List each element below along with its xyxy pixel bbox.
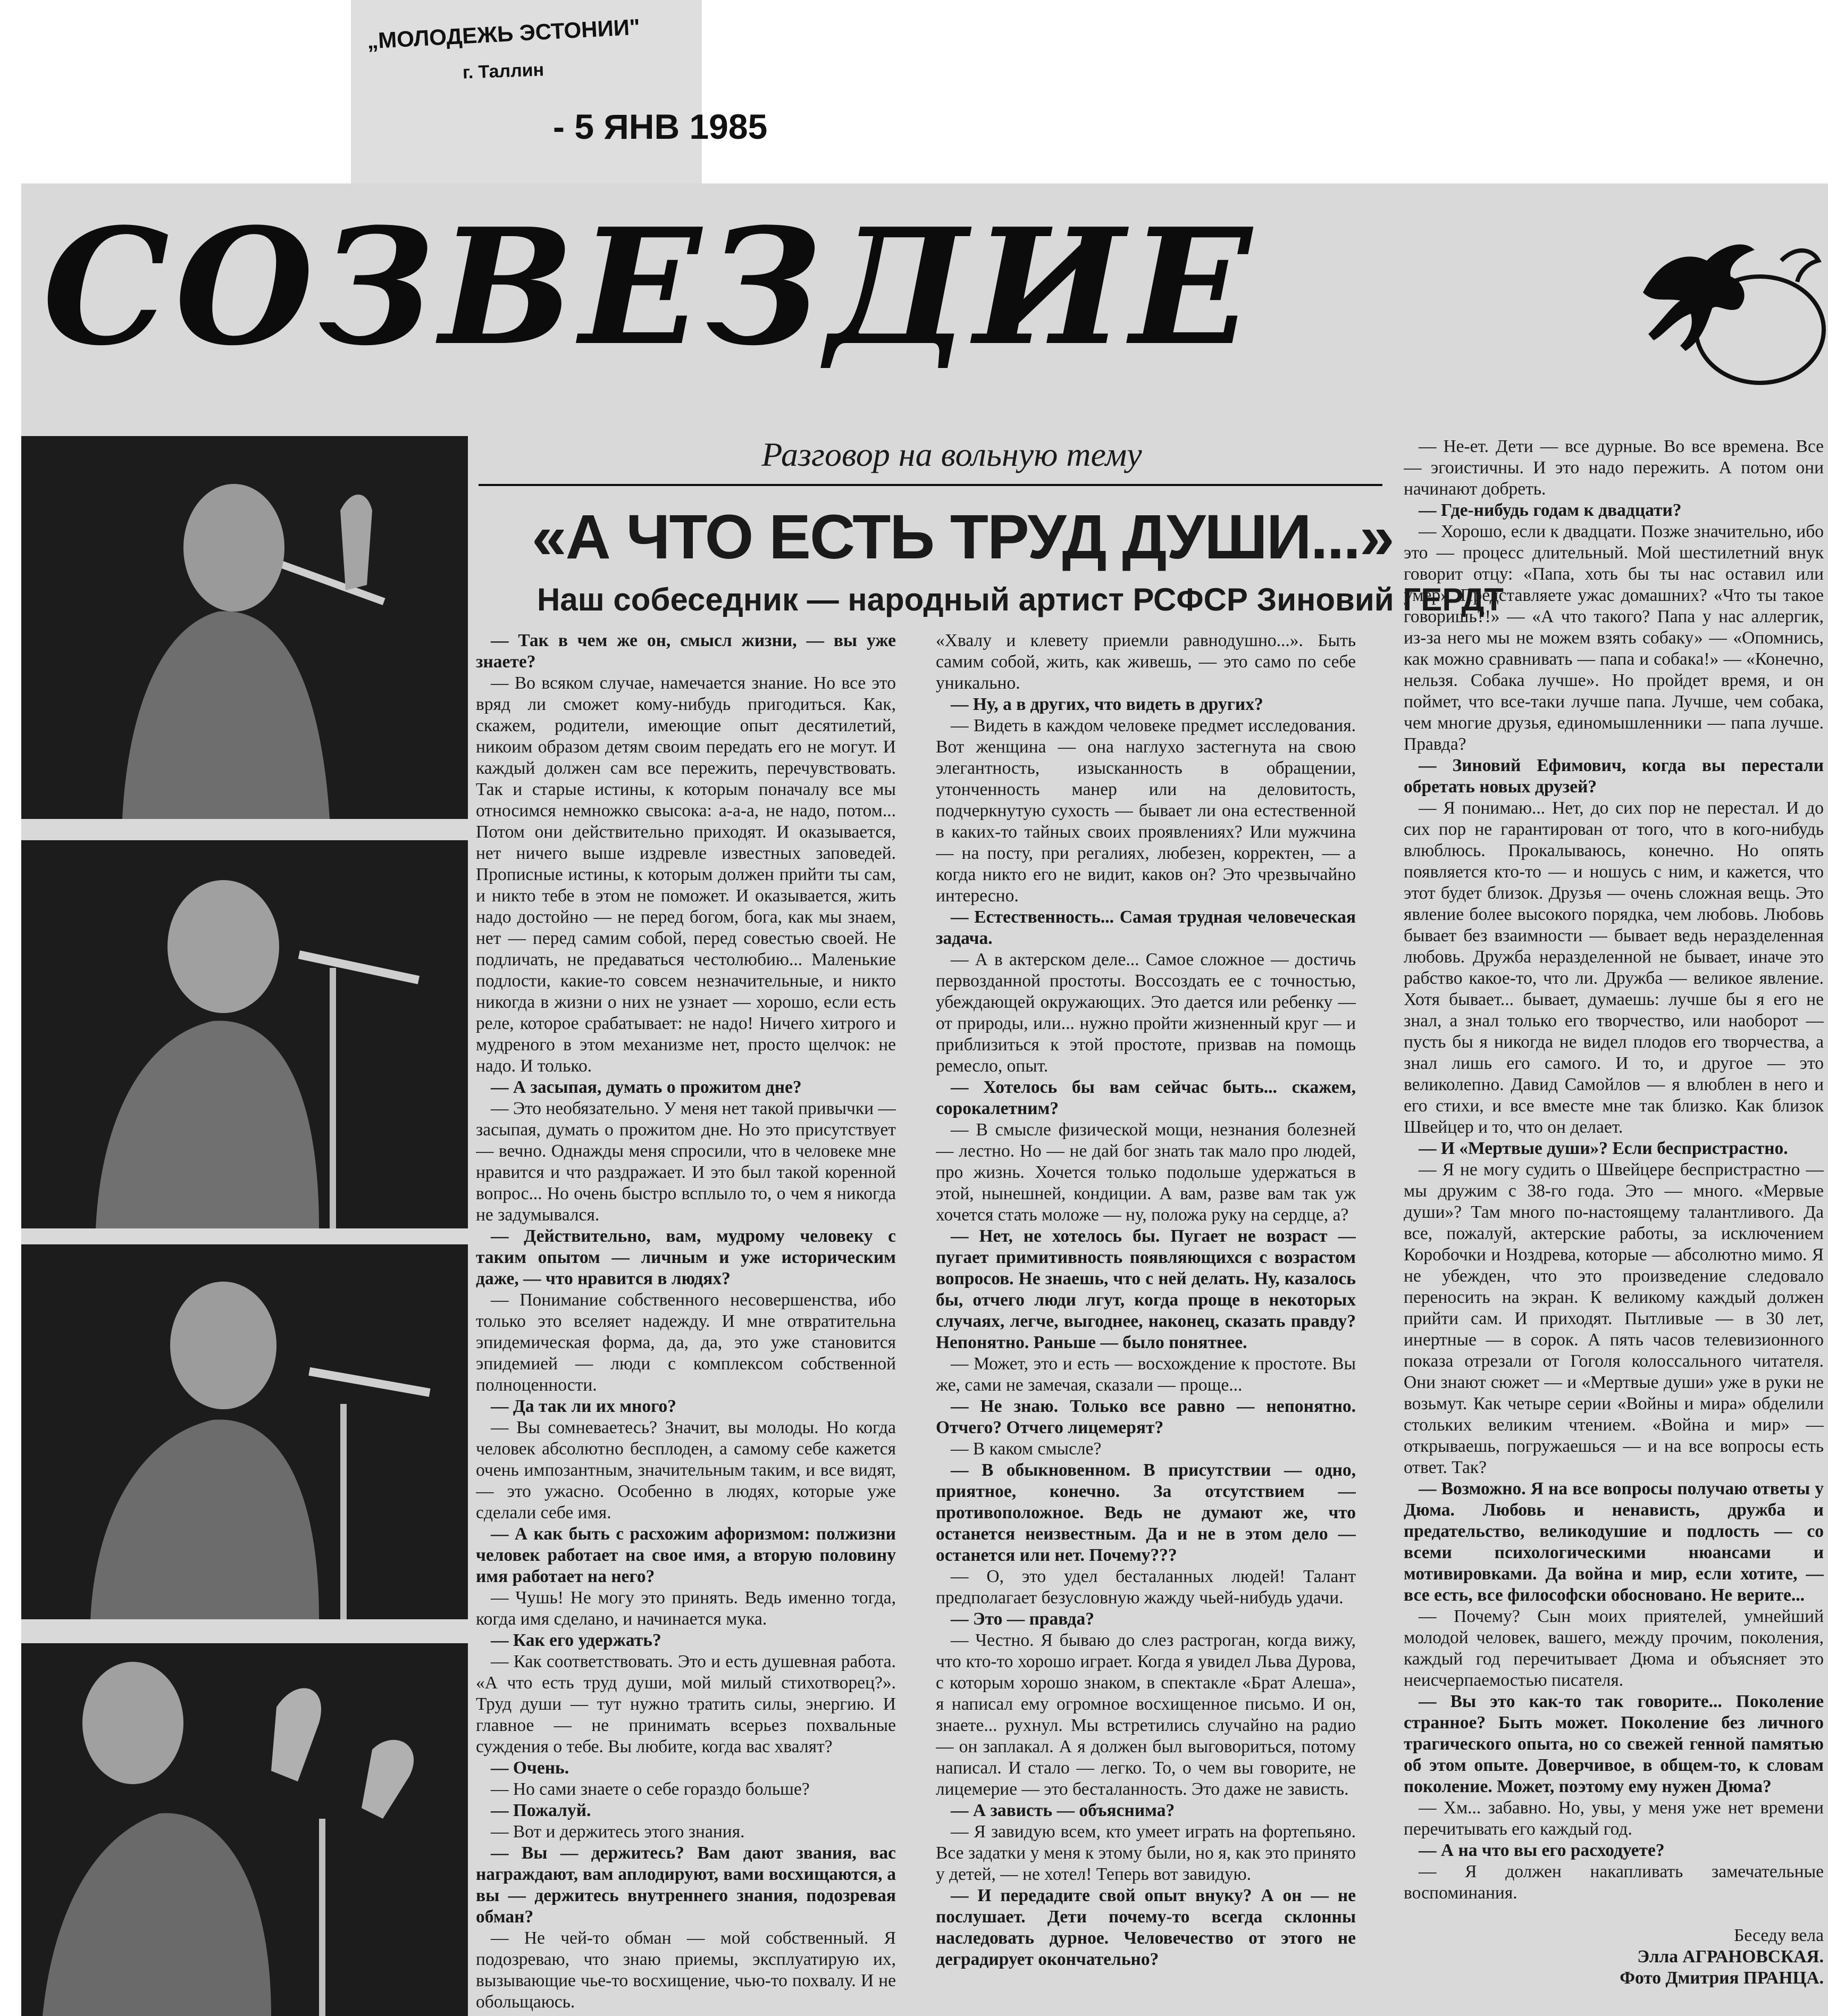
section-masthead: СОЗВЕЗДИЕ [43, 193, 1257, 381]
interview-answer: «Хвалу и клевету приемли равнодушно...». Быть самим собой, жить, как живешь, — это само по себе уникально. [936, 631, 1356, 693]
interviewer-question: — И «Мертвые души»? Если беспристрастно. [1419, 1139, 1788, 1158]
interviewer-question: — Естественность... Самая трудная человеческая задача. [936, 907, 1356, 948]
interviewer-question: — Где-нибудь годам к двадцати? [1419, 500, 1682, 520]
stamp-city: г. Таллин [462, 60, 544, 83]
article-headline: «А ЧТО ЕСТЬ ТРУД ДУШИ...» [532, 502, 1394, 572]
interviewer-question: — Так в чем же он, смысл жизни, — вы уже знаете? [476, 631, 896, 672]
interview-answer: — Хорошо, если к двадцати. Позже значительно, ибо это — процесс длительный. Мой шестилетний внук говорит отцу: «Папа, хоть бы ты нас оставил или умер». Представляете ужас домашних? «Что ты такое говоришь?!» — «А что такого? Папа у нас аллергик, из-за него мы не можем взять собаку» — «Опомнись, как можно сравнивать — папа и собака!» — «Конечно, нельзя. Собака лучше». Но пройдет время, и он поймет, что все-таки лучше папа. Лучше, чем собака, чем многие друзья, единомышленники — папа лучше. Правда? [1404, 522, 1824, 754]
stamp-date: - 5 ЯНВ 1985 [553, 107, 768, 146]
interview-answer: — Как соответствовать. Это и есть душевная работа. «А что есть труд души, мой милый стихотворец?». Труд души — тут нужно тратить силы, энергию. И главное — не принимать всерьез похвальные суждения о тебе. Вы любите, когда вас хвалят? [476, 1652, 896, 1756]
interview-answer: — Я понимаю... Нет, до сих пор не перестал. И до сих пор не гарантирован от того, что в кого-нибудь влюблюсь. Прокалываюсь, конечно. Но опять появляется кто-то — и ношусь с ним, и кажется, что этот будет близок. Друзья — очень сложная вещь. Это явление более высокого порядка, чем любовь. Любовь бывает без взаимности — бывает ведь неразделенная любовь. Дружба неразделенной не бывает, иначе это рабство какое-то, что ли. Дружба — великое явление. Хотя бывает... бывает, думаешь: лучше бы я его не знал, а знал только его творчество, или наоборот — пусть бы я никогда не видел плодов его творчества, а знал лишь его самого. И то, и другое — это великолепно. Давид Самойлов — я влюблен в него и его стихи, и все вместе мне так близко. Как близок Швейцер и то, что он делает. [1404, 798, 1824, 1137]
interview-answer: — Не-ет. Дети — все дурные. Во все времена. Все — эгоистичны. И это надо пережить. А потом они начинают добреть. [1404, 437, 1824, 499]
photo-gerdt-3 [21, 1244, 468, 1619]
pegasus-logo [1622, 213, 1828, 404]
interviewer-question: — Вы это как-то так говорите... Поколение странное? Быть может. Поколение без личного трагического опыта, но со свежей генной памятью об этом опыте. Доверчивое, в общем-то, к словам поколение. Может, поэтому ему нужен Дюма? [1404, 1692, 1824, 1796]
interview-answer: — Видеть в каждом человеке предмет исследования. Вот женщина — она наглухо застегнута на свою элегантность, изысканность в обращении, утонченность манер или на деловитость, подчеркнутую сухость — бывает ли она естественной в каких-то тайных своих проявлениях? Или мужчина — на посту, при регалиях, любезен, корректен, — а когда никто его не видит, каков он? Это чрезвычайно интересно. [936, 716, 1356, 906]
interview-answer: — Хм... забавно. Но, увы, у меня уже нет времени перечитывать его каждый год. [1404, 1798, 1824, 1839]
interviewer-question: — Пожалуй. [491, 1801, 591, 1820]
byline-interviewer-label: Беседу вела [1734, 1926, 1824, 1945]
article-column-3 [1404, 436, 1824, 2015]
interview-answer: — В каком смысле? [951, 1439, 1102, 1459]
interview-answer: — Не чей-то обман — мой собственный. Я подозреваю, что знаю приемы, эксплуатирую их, вызывающие чье-то восхищение, чью-то похвалу. И не обольщаюсь. [476, 1928, 896, 2012]
interviewer-question: — Не знаю. Только все равно — непонятно. Отчего? Отчего лицемерят? [936, 1396, 1356, 1437]
interviewer-question: — Нет, не хотелось бы. Пугает не возраст — пугает примитивность появляющихся с возрастом вопросов. Не знаешь, что с ней делать. Ну, казалось бы, отчего люди лгут, когда проще в некоторых случаях, легче, выгоднее, наконец, сказать правду? Непонятно. Раньше — было понятнее. [936, 1226, 1356, 1352]
interviewer-question: — Это — правда? [951, 1609, 1094, 1629]
interviewer-question: — И передадите свой опыт внуку? А он — не послушает. Дети почему-то всегда склонны наследовать дурное. Человечество от этого не деградирует окончательно? [936, 1886, 1356, 1969]
interview-answer: — Понимание собственного несовершенства, ибо только это вселяет надежду. И мне отвратительна эпидемическая форма, да, да, это уже становится эпидемией — люди с комплексом собственной полноценности. [476, 1290, 896, 1395]
stamp-newspaper-name: „МОЛОДЕЖЬ ЭСТОНИИ" [366, 14, 641, 54]
article-column-1 [476, 630, 896, 2016]
interview-answer: — Во всяком случае, намечается знание. Но все это вряд ли сможет кому-нибудь пригодиться. Как, скажем, родители, имеющие опыт десятилетий, никоим образом детям своим передать его не могут. И каждый должен сам все пережить, перечувствовать. Так и старые истины, к которым поначалу все мы относимся немножко свысока: а-а-а, не надо, потом... Потом они действительно приходят. И оказывается, нет ничего выше издревле известных заповедей. Прописные истины, к которым должен прийти ты сам, и никто тебе в этом не поможет. И оказывается, жить надо достойно — не перед богом, бога, как мы знаем, нет — перед самим собой, перед совестью своей. Не подличать, не предаваться честолюбию... Маленькие подлости, какие-то совсем незначительные, и никто никогда в жизни о них не узнает — хорошо, если есть реле, которое срабатывает: не надо! Ничего хитрого и мудреного в этом механизме нет, просто щелчок: не надо. И только. [476, 673, 896, 1076]
interviewer-question: — Ну, а в других, что видеть в других? [951, 695, 1263, 714]
interviewer-question: — Вы — держитесь? Вам дают звания, вас награждают, вам аплодируют, вами восхищаются, а вы — держитесь внутреннего знания, подозревая обман? [476, 1843, 896, 1927]
interview-answer: — Почему? Сын моих приятелей, умнейший молодой человек, вашего, между прочим, поколения, каждый год перечитывает Дюма и объясняет это неисчерпаемостью писателя. [1404, 1607, 1824, 1690]
photo-gerdt-4 [21, 1643, 468, 2016]
interview-answer: — В смысле физической мощи, незнания болезней — лестно. Но — не дай бог знать так мало про людей, про жизнь. Хочется только подольше удержаться в этой, нынешней, кондиции. А вам, разве вам так уж хочется стать моложе — ну, положа руку на сердце, а? [936, 1120, 1356, 1225]
interview-answer: — О, это удел бесталанных людей! Талант предполагает безусловную жажду чьей-нибудь удачи. [936, 1567, 1356, 1608]
interviewer-question: — Как его удержать? [491, 1630, 661, 1650]
interview-answer: — Это необязательно. У меня нет такой привычки — засыпая, думать о прожитом дне. Но это присутствует — вечно. Однажды меня спросили, что в человеке мне нравится и что раздражает. И это был такой коренной вопрос... Но очень быстро всплыло то, о чем я никогда не задумывался. [476, 1099, 896, 1225]
photo-gerdt-2 [21, 840, 468, 1228]
interview-answer: — А в актерском деле... Самое сложное — достичь первозданной простоты. Воссоздать ее с точностью, убеждающей окружающих. Это дается или ребенку — от природы, или... нужно пройти жизненный круг — и приблизиться к этой простоте, призвав на помощь ремесло, опыт. [936, 950, 1356, 1076]
photo-gerdt-1 [21, 436, 468, 819]
interviewer-question: — А на что вы его расходуете? [1419, 1841, 1665, 1860]
interview-answer: — Вот и держитесь этого знания. [491, 1822, 745, 1842]
interview-answer: — Может, это и есть — восхождение к простоте. Вы же, сами не замечая, сказали — проще... [936, 1354, 1356, 1395]
interview-answer: — Честно. Я бываю до слез растроган, когда вижу, что кто-то хорошо играет. Когда я увидел Льва Дурова, с которым хорошо знаком, в спектакле «Брат Алеша», я написал ему огромное восхищенное письмо. И он, знаете... рухнул. Мы встретились случайно на радио — он заплакал. А я должен был выговориться, потому написал. И стало — легко. То, о чем вы говорите, не лицемерие — это бесталанность. Это даже не зависть. [936, 1630, 1356, 1799]
interviewer-question: — Очень. [491, 1758, 569, 1778]
interviewer-question: — Действительно, вам, мудрому человеку с таким опытом — личным и уже историческим даже, — что нравится в людях? [476, 1226, 896, 1289]
interviewer-question: — А зависть — объяснима? [951, 1801, 1175, 1820]
interview-answer: — Я не могу судить о Швейцере беспристрастно — мы дружим с 38-го года. Это — много. «Мервые души»? Там много по-настоящему талантливого. Да все, пожалуй, актерские работы, за исключением Коробочки и Ноздрева, которые — абсолютно мимо. Я не убежден, что это произведение следовало переносить на экран. К великому каждый должен прийти сам. И приходят. Пытливые — в 30 лет, инертные — в сорок. А пять часов телевизионного показа отрезали от Гоголя колоссального читателя. Они знают сюжет — и «Мертвые души» уже в руки не возьмут. Как четыре серии «Войны и мира» обделили стольких великим чтением. «Война и мир» — открываешь, погружаешься — и на все вопросы есть ответ. Так? [1404, 1160, 1824, 1477]
article-column-2 [936, 630, 1356, 2016]
archive-stamp [351, 0, 768, 183]
rubric: Разговор на вольную тему [761, 436, 1142, 473]
interview-answer: — Я завидую всем, кто умеет играть на фортепьяно. Все задатки у меня к этому были, но я, как это принято у детей, — не хотел! Теперь вот завидую. [936, 1822, 1356, 1884]
byline-interviewer-name: Элла АГРАНОВСКАЯ. [1637, 1947, 1824, 1967]
byline [1526, 1925, 1824, 1989]
interview-answer: — Чушь! Не могу это принять. Ведь именно тогда, когда имя сделано, и начинается мука. [476, 1588, 896, 1629]
interview-answer: — Но сами знаете о себе гораздо больше? [491, 1779, 810, 1799]
interviewer-question: — В обыкновенном. В присутствии — одно, приятное, конечно. За отсутствием — противоположное. Ведь не думают же, что останется неизвестным. Да и не в этом дело — останется или нет. Почему??? [936, 1460, 1356, 1565]
interviewer-question: — Зиновий Ефимович, когда вы перестали обретать новых друзей? [1404, 756, 1824, 797]
interviewer-question: — Хотелось бы вам сейчас быть... скажем, сорокалетним? [936, 1077, 1356, 1118]
interviewer-question: — А засыпая, думать о прожитом дне? [491, 1077, 802, 1097]
interviewer-question: — Возможно. Я на все вопросы получаю ответы у Дюма. Любовь и ненависть, дружба и предательство, великодушие и подлость — со всеми психологическими нюансами и мотивировками. Да война и мир, если хотите, — все есть, все философски обосновано. Не верите... [1404, 1479, 1824, 1605]
interview-answer: — Я должен накапливать замечательные воспоминания. [1404, 1862, 1824, 1903]
interview-answer: — Вы сомневаетесь? Значит, вы молоды. Но когда человек абсолютно бесплоден, а самому себе кажется очень импозантным, значительным таким, и все видят, — это ужасно. Особенно в людях, которые уже сделали себе имя. [476, 1418, 896, 1523]
interviewer-question: — Да так ли их много? [491, 1396, 676, 1416]
rubric-divider [479, 484, 1382, 486]
interviewer-question: — А как быть с расхожим афоризмом: полжизни человек работает на свое имя, а вторую половину имя работает на него? [476, 1524, 896, 1586]
article-subheadline: Наш собеседник — народный артист РСФСР Зиновий ГЕРДТ [537, 582, 1504, 617]
byline-photographer: Фото Дмитрия ПРАНЦА. [1620, 1968, 1824, 1988]
